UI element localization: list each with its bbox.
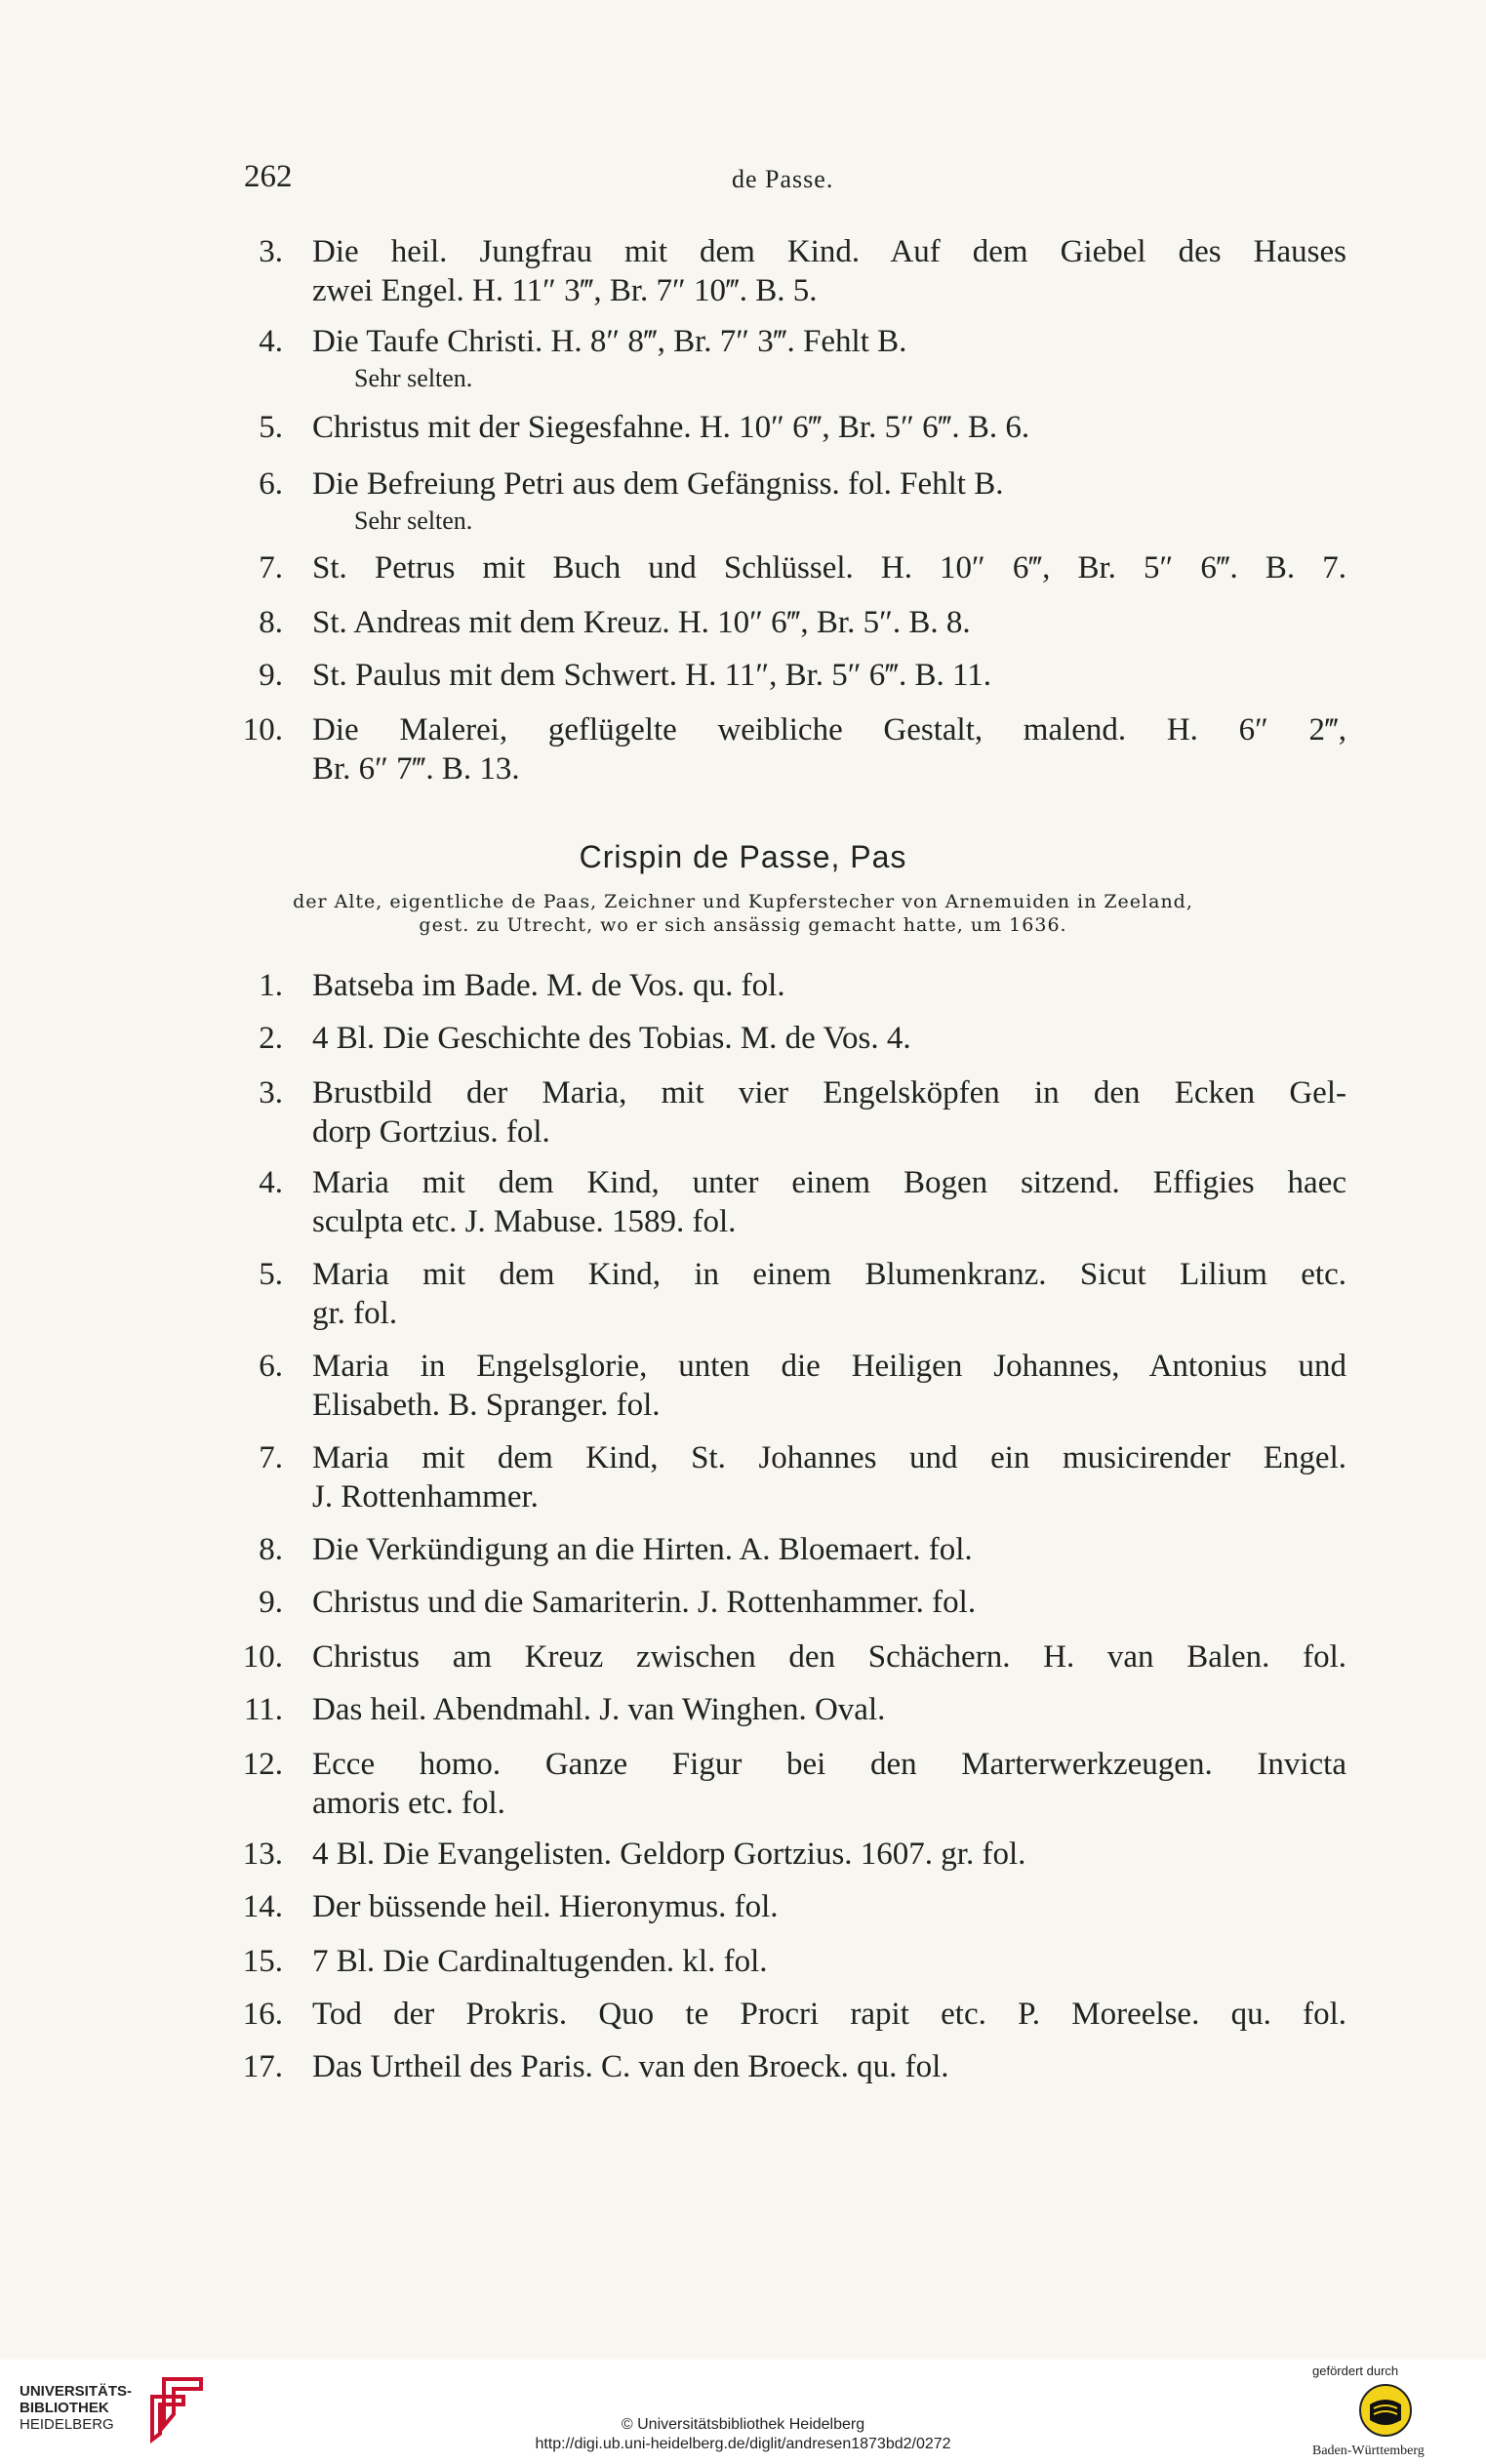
entry-text-line: Der büssende heil. Hieronymus. fol. <box>312 1889 779 1924</box>
entry-number: 1. <box>259 968 283 1003</box>
entry-text-line: Christus am Kreuz zwischen den Schächern. H. van Balen. fol. <box>312 1639 1346 1675</box>
section-subtitle-line: der Alte, eigentliche de Paas, Zeichner und Kupferstecher von Arnemuiden in Zeeland, <box>293 891 1193 912</box>
entry-number: 8. <box>259 1532 283 1567</box>
entry-number: 5. <box>259 1257 283 1292</box>
section-title: Crispin de Passe, Pas <box>579 839 907 874</box>
entry-note: Sehr selten. <box>354 506 473 535</box>
entry-number: 9. <box>259 658 283 693</box>
entry-text-line: Batseba im Bade. M. de Vos. qu. fol. <box>312 968 785 1003</box>
entry-number: 7. <box>259 550 283 586</box>
copyright-notice: © Universitätsbibliothek Heidelberg <box>621 2416 865 2433</box>
entry-text-line: Das Urtheil des Paris. C. van den Broeck. qu. fol. <box>312 2049 949 2084</box>
entry-text-line: gr. fol. <box>312 1296 398 1331</box>
entry-number: 16. <box>242 1997 283 2032</box>
entry-text-line: zwei Engel. H. 11″ 3‴, Br. 7″ 10‴. B. 5. <box>312 273 818 308</box>
entry-text-line: Die heil. Jungfrau mit dem Kind. Auf dem Giebel des Hauses <box>312 234 1346 269</box>
entry-number: 11. <box>243 1692 283 1727</box>
library-name-line: UNIVERSITÄTS- <box>20 2383 133 2400</box>
entry-text-line: Die Taufe Christi. H. 8″ 8‴, Br. 7″ 3‴. Fehlt B. <box>312 324 907 359</box>
entry-number: 8. <box>259 605 283 640</box>
entry-text-line: J. Rottenhammer. <box>312 1479 539 1515</box>
entry-number: 3. <box>259 234 283 269</box>
funded-by-label: gefördert durch <box>1312 2363 1399 2378</box>
entry-text-line: sculpta etc. J. Mabuse. 1589. fol. <box>312 1204 737 1239</box>
entry-text-line: Das heil. Abendmahl. J. van Winghen. Oval. <box>312 1692 886 1727</box>
entry-text-line: Christus mit der Siegesfahne. H. 10″ 6‴, Br. 5″ 6‴. B. 6. <box>312 410 1030 445</box>
entry-number: 2. <box>259 1021 283 1056</box>
entry-text-line: Br. 6″ 7‴. B. 13. <box>312 751 520 787</box>
entry-text-line: Die Verkündigung an die Hirten. A. Bloemaert. fol. <box>312 1532 973 1567</box>
entry-text-line: Brustbild der Maria, mit vier Engelsköpfen in den Ecken Gel- <box>312 1075 1346 1111</box>
entry-number: 7. <box>259 1440 283 1475</box>
entry-number: 6. <box>259 466 283 502</box>
entry-number: 9. <box>259 1585 283 1620</box>
entry-number: 17. <box>242 2049 283 2084</box>
footer <box>0 2360 1486 2464</box>
permalink[interactable]: http://digi.ub.uni-heidelberg.de/diglit/andresen1873bd2/0272 <box>535 2436 951 2452</box>
entry-number: 14. <box>242 1889 283 1924</box>
entry-text-line: Ecce homo. Ganze Figur bei den Marterwerkzeugen. Invicta <box>312 1747 1346 1782</box>
entry-number: 10. <box>242 1639 283 1675</box>
page-number: 262 <box>244 159 293 194</box>
entry-number: 6. <box>259 1349 283 1384</box>
entry-text-line: Maria in Engelsglorie, unten die Heiligen Johannes, Antonius und <box>312 1349 1346 1384</box>
baden-wuerttemberg-crest-icon <box>1356 2381 1415 2440</box>
running-head: de Passe. <box>732 165 834 193</box>
entry-text-line: Maria mit dem Kind, St. Johannes und ein musicirender Engel. <box>312 1440 1346 1475</box>
entry-text-line: Maria mit dem Kind, in einem Blumenkranz. Sicut Lilium etc. <box>312 1257 1346 1292</box>
entry-text-line: Die Befreiung Petri aus dem Gefängniss. fol. Fehlt B. <box>312 466 1004 502</box>
entry-number: 4. <box>259 1165 283 1200</box>
entry-text-line: St. Petrus mit Buch und Schlüssel. H. 10″ 6‴, Br. 5″ 6‴. B. 7. <box>312 550 1346 586</box>
entry-text-line: Maria mit dem Kind, unter einem Bogen sitzend. Effigies haec <box>312 1165 1346 1200</box>
entry-text-line: amoris etc. fol. <box>312 1786 505 1821</box>
entry-number: 12. <box>242 1747 283 1782</box>
page-header <box>0 159 1486 208</box>
entry-number: 5. <box>259 410 283 445</box>
entry-text-line: dorp Gortzius. fol. <box>312 1114 550 1150</box>
entry-number: 4. <box>259 324 283 359</box>
entry-text-line: St. Andreas mit dem Kreuz. H. 10″ 6‴, Br. 5″. B. 8. <box>312 605 971 640</box>
library-name-line: BIBLIOTHEK <box>20 2400 109 2416</box>
entry-note: Sehr selten. <box>354 364 473 392</box>
library-name-line: HEIDELBERG <box>20 2416 114 2433</box>
entry-number: 10. <box>242 712 283 747</box>
entry-text-line: Christus und die Samariterin. J. Rottenhammer. fol. <box>312 1585 977 1620</box>
entry-text-line: 7 Bl. Die Cardinaltugenden. kl. fol. <box>312 1944 768 1979</box>
funder-name: Baden-Württemberg <box>1312 2444 1425 2458</box>
entry-text-line: 4 Bl. Die Evangelisten. Geldorp Gortzius. 1607. gr. fol. <box>312 1837 1026 1872</box>
entry-number: 15. <box>242 1944 283 1979</box>
entry-text-line: Tod der Prokris. Quo te Procri rapit etc. P. Moreelse. qu. fol. <box>312 1997 1346 2032</box>
entry-text-line: Die Malerei, geflügelte weibliche Gestalt, malend. H. 6″ 2‴, <box>312 712 1346 747</box>
section-subtitle-line: gest. zu Utrecht, wo er sich ansässig gemacht hatte, um 1636. <box>419 914 1067 936</box>
entry-text-line: St. Paulus mit dem Schwert. H. 11″, Br. 5″ 6‴. B. 11. <box>312 658 992 693</box>
entry-text-line: Elisabeth. B. Spranger. fol. <box>312 1388 661 1423</box>
entry-number: 13. <box>242 1837 283 1872</box>
entry-number: 3. <box>259 1075 283 1111</box>
entry-text-line: 4 Bl. Die Geschichte des Tobias. M. de Vos. 4. <box>312 1021 911 1056</box>
